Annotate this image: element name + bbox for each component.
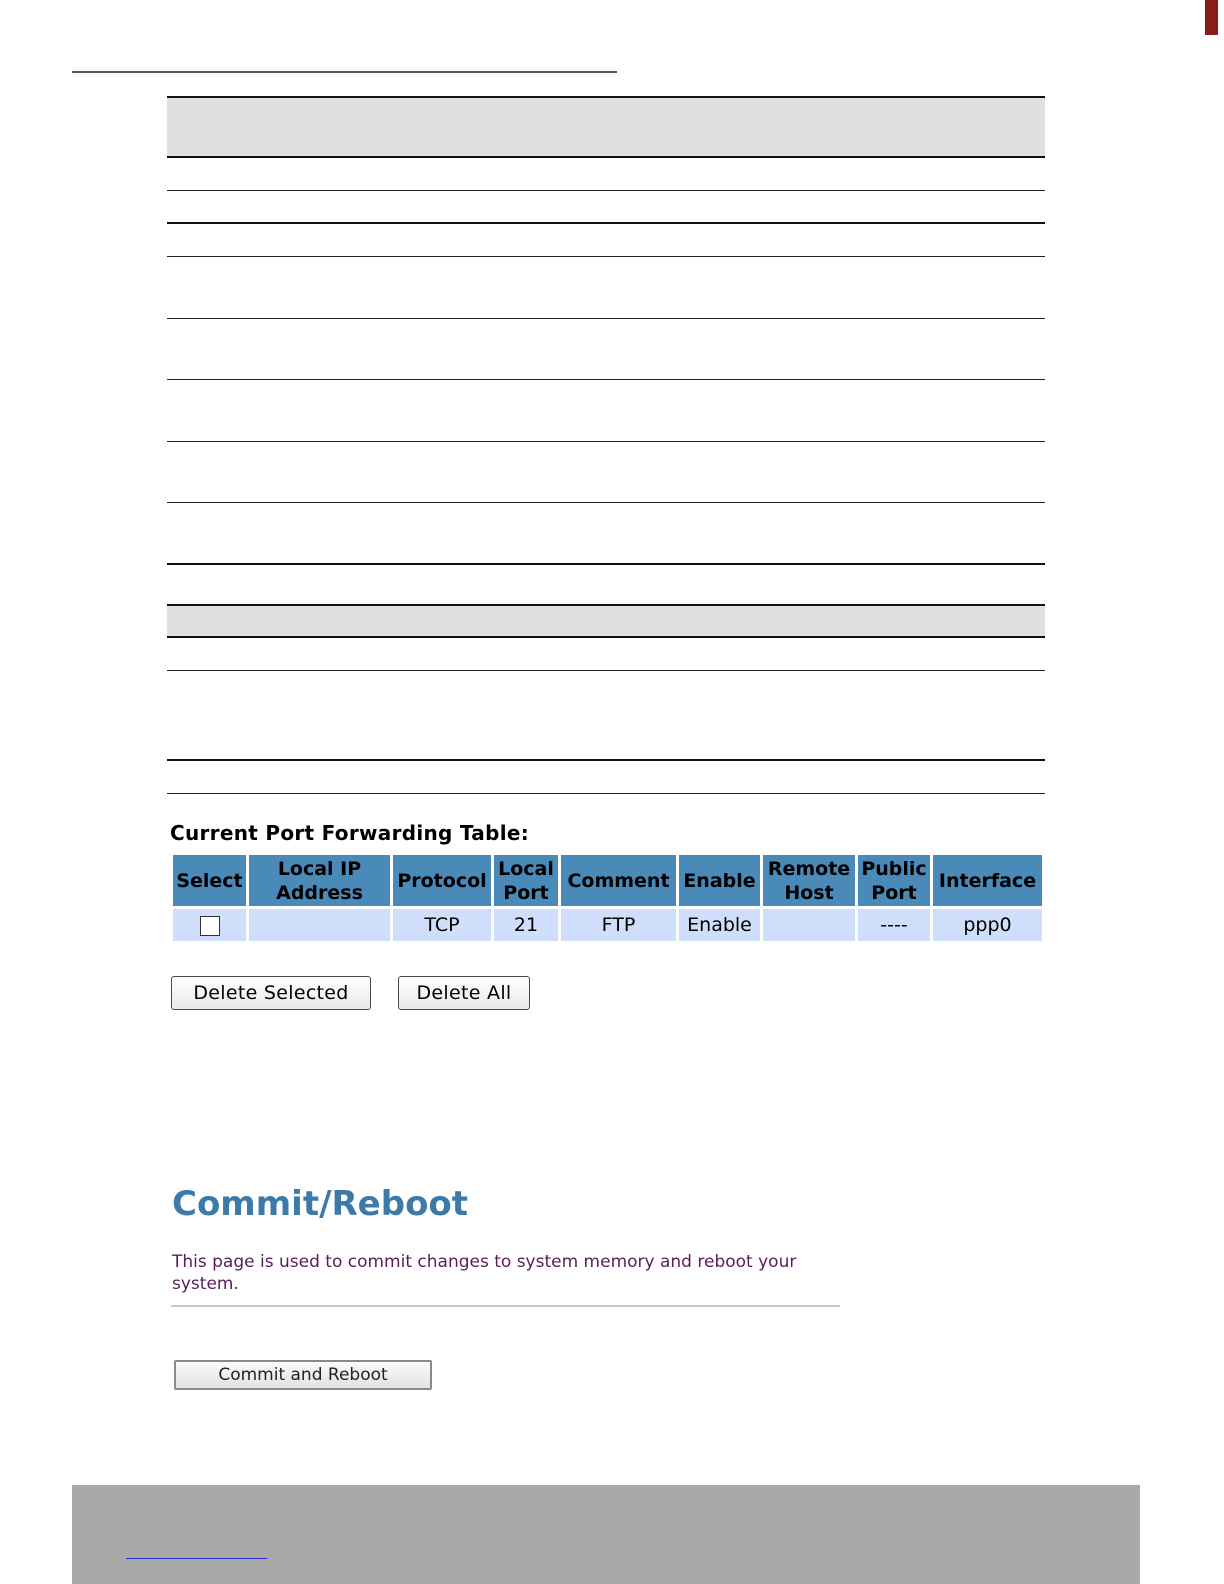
divider: [171, 1305, 840, 1307]
cell-local-port: 21: [494, 909, 558, 941]
port-forwarding-table: [170, 852, 1045, 944]
table-row: [167, 761, 1045, 794]
delete-all-button[interactable]: Delete All: [398, 976, 530, 1010]
table-spacer: [167, 565, 1045, 604]
col-local-ip: Local IP Address: [249, 855, 390, 906]
table-row: [167, 257, 1045, 319]
col-remote-host: Remote Host: [763, 855, 855, 906]
delete-selected-button[interactable]: Delete Selected: [171, 976, 371, 1010]
table-row: [173, 909, 1042, 941]
page-footer: [72, 1485, 1140, 1584]
cell-remote-host: [763, 909, 855, 941]
cell-interface: ppp0: [933, 909, 1042, 941]
row-select-cell: [173, 909, 246, 941]
page-title: Commit/Reboot: [172, 1184, 469, 1224]
table-header-row: [173, 855, 1042, 906]
settings-table-outline: [167, 96, 1045, 794]
table-row: [167, 442, 1045, 503]
footer-link[interactable]: [126, 1558, 267, 1559]
commit-and-reboot-button[interactable]: Commit and Reboot: [174, 1360, 432, 1390]
table-row: [167, 671, 1045, 761]
table-row: [167, 224, 1045, 257]
cell-protocol: TCP: [393, 909, 491, 941]
col-select: Select: [173, 855, 246, 906]
col-public-port: Public Port: [858, 855, 930, 906]
table-header-row: [167, 96, 1045, 158]
col-interface: Interface: [933, 855, 1042, 906]
table-row: [167, 191, 1045, 224]
page-corner-marker: [1205, 0, 1218, 35]
table-header-row: [167, 604, 1045, 638]
cell-local-ip: [249, 909, 390, 941]
page-description: This page is used to commit changes to system memory and reboot your system.: [172, 1252, 797, 1294]
col-enable: Enable: [679, 855, 760, 906]
table-row: [167, 503, 1045, 565]
port-forwarding-table-title: Current Port Forwarding Table:: [170, 821, 530, 845]
col-protocol: Protocol: [393, 855, 491, 906]
table-row: [167, 380, 1045, 442]
table-row: [167, 158, 1045, 191]
cell-enable: Enable: [679, 909, 760, 941]
row-select-checkbox[interactable]: [200, 916, 220, 936]
col-local-port: Local Port: [494, 855, 558, 906]
table-row: [167, 319, 1045, 380]
col-comment: Comment: [561, 855, 676, 906]
cell-public-port: ----: [858, 909, 930, 941]
header-rule: [72, 71, 617, 73]
cell-comment: FTP: [561, 909, 676, 941]
table-row: [167, 638, 1045, 671]
